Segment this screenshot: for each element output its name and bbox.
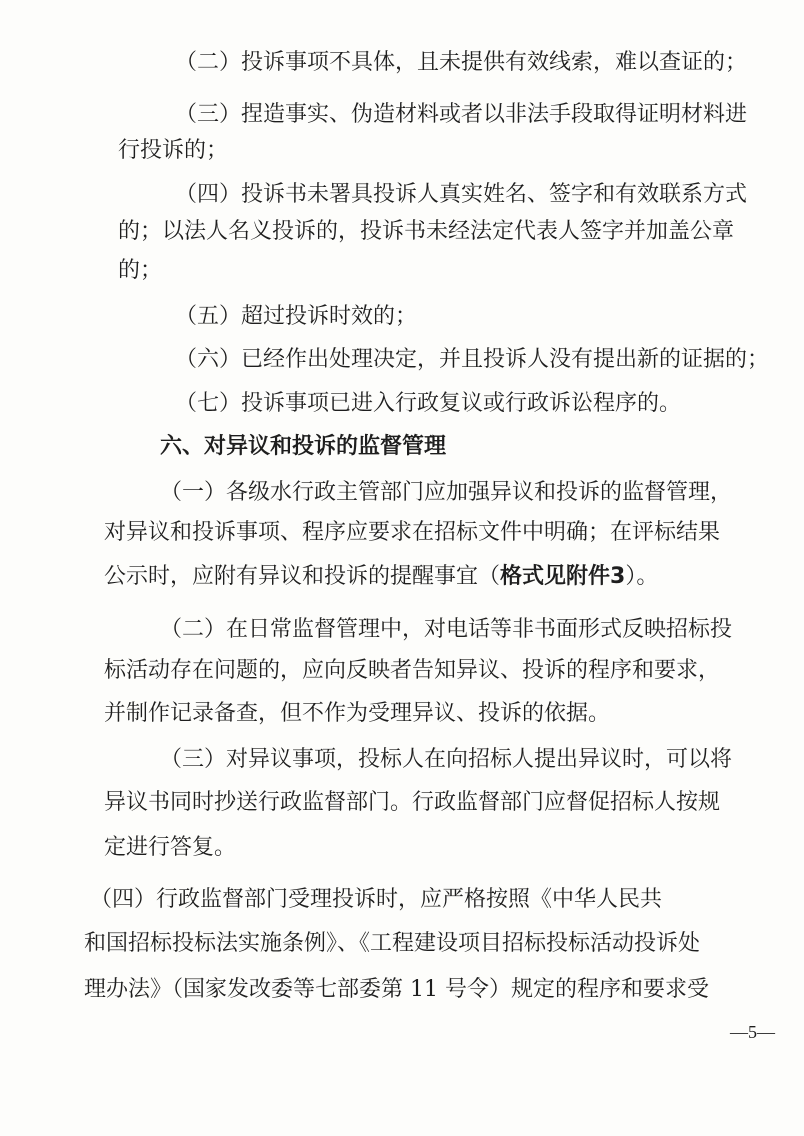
item-2-daily: （二）在日常监督管理中，对电话等非书面形式反映招标投 — [160, 617, 733, 642]
clause-4-continued: 的；以法人名义投诉的，投诉书未经法定代表人签字并加盖公章 — [118, 219, 735, 244]
item-1-end-close: ）。 — [625, 564, 659, 589]
item-3-continued: 异议书同时抄送行政监督部门。行政监督部门应督促招标人按规 — [104, 790, 721, 815]
item-2-end: 并制作记录备查，但不作为受理异议、投诉的依据。 — [104, 701, 611, 726]
clause-6-decided: （六）已经作出处理决定，并且投诉人没有提出新的证据的； — [175, 347, 770, 372]
item-3-end: 定进行答复。 — [104, 835, 237, 860]
item-1-end — [104, 562, 658, 592]
page-number: —5— — [730, 1022, 775, 1042]
clause-3-fabrication: （三）捏造事实、伪造材料或者以非法手段取得证明材料进 — [175, 102, 748, 127]
clause-7-review: （七）投诉事项已进入行政复议或行政诉讼程序的。 — [175, 391, 682, 416]
item-1-continued: 对异议和投诉事项、程序应要求在招标文件中明确；在评标结果 — [104, 520, 721, 545]
item-1-end-text: 公示时，应附有异议和投诉的提醒事宜（ — [104, 564, 501, 589]
clause-2-no-evidence: （二）投诉事项不具体，且未提供有效线索，难以查证的； — [175, 50, 748, 75]
item-2-continued: 标活动存在问题的，应向反映者告知异议、投诉的程序和要求， — [104, 658, 721, 683]
item-1-supervision: （一）各级水行政主管部门应加强异议和投诉的监督管理， — [160, 480, 733, 505]
item-3-objection: （三）对异议事项，投标人在向招标人提出异议时，可以将 — [160, 747, 733, 772]
attachment-reference: 格式见附件3 — [500, 564, 626, 589]
section-6-heading: 六、对异议和投诉的监督管理 — [160, 434, 447, 459]
clause-5-timeout: （五）超过投诉时效的； — [175, 304, 418, 329]
item-4-complaint: （四）行政监督部门受理投诉时，应严格按照《中华人民共 — [90, 887, 663, 912]
clause-3-continued: 行投诉的； — [118, 138, 229, 163]
item-4-continued-2: 理办法》（国家发改委等七部委第 11 号令）规定的程序和要求受 — [84, 977, 709, 1002]
clause-4-unsigned: （四）投诉书未署具投诉人真实姓名、签字和有效联系方式 — [175, 182, 748, 207]
item-4-continued: 和国招标投标法实施条例》、《工程建设项目招标投标活动投诉处 — [84, 931, 701, 956]
clause-4-end: 的； — [118, 258, 163, 283]
